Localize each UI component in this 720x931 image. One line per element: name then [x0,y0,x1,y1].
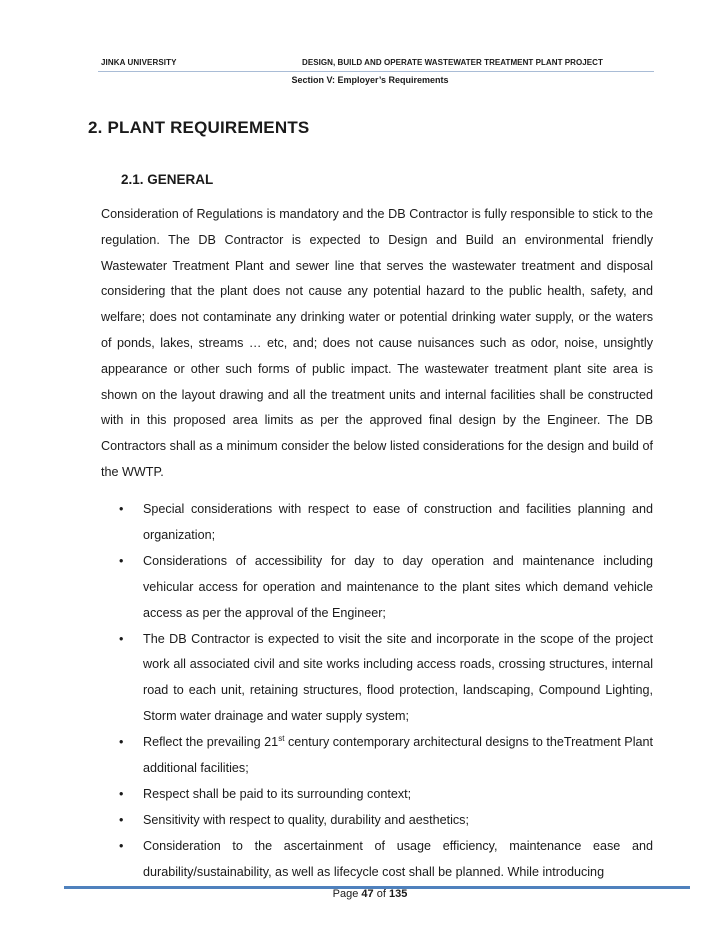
bullet-icon: • [119,838,124,853]
header-section-title: Section V: Employer’s Requirements [291,75,449,85]
list-item [101,497,653,549]
body-paragraph: Consideration of Regulations is mandatory and the DB Contractor is fully responsible to stick to the regulation. The DB Contractor is expected to Design and Build an environmental friendly Wastewater Treatment Plant and sewer line that serves the wastewater treatment and disposal considering that the plant does not cause any potential hazard to the public health, safety, and welfare; does not contaminate any drinking water or potential drinking water supply, or the waters of ponds, lakes, streams … etc, and; does not cause nuisances such as odor, noise, unsightly appearance or other such forms of public impact. The wastewater treatment plant site area is shown on the layout drawing and all the treatment units and internal facilities shall be constructed with in this proposed area limits as per the approved final design by the Engineer. The DB Contractors shall as a minimum consider the below listed considerations for the design and build of the WWTP. [101,207,653,479]
page-label: Page [332,888,359,900]
of-label: of [376,888,386,900]
list-item [101,627,653,731]
header-institution: JINKA UNIVERSITY [101,58,177,67]
list-item-text-end: century contemporary architectural designs to theTreatment Plant additional facilities; [143,735,653,776]
list-item [101,808,653,834]
list-item-text: Considerations of accessibility for day to day operation and maintenance including vehicular access for operation and maintenance to the plant sites which demand vehicle access as per the approval of the Engineer; [143,553,653,620]
header-divider [98,71,654,72]
bullet-icon: • [119,735,124,750]
section-heading: 2. PLANT REQUIREMENTS [88,118,310,137]
list-item [101,730,653,782]
list-item [101,782,653,808]
bullet-icon: • [119,812,124,827]
page-footer [0,888,720,900]
bullet-icon: • [119,502,124,516]
header-project-title: DESIGN, BUILD AND OPERATE WASTEWATER TREATMENT PLANT PROJECT [302,58,603,67]
subsection-heading: 2.1. GENERAL [121,172,214,187]
list-item [101,834,653,886]
list-item-text [143,735,653,775]
list-item-text-start: Reflect the prevailing 21 [143,735,279,750]
ordinal-suffix: st [278,733,285,743]
list-item-text: The DB Contractor is expected to visit the site and incorporate in the scope of the project work all associated civil and site works including access roads, crossing structures, internal road to each unit, retaining structures, flood protection, landscaping, Compound Lighting, Storm water drainage and water supply system; [143,631,653,724]
list-item-text: Respect shall be paid to its surrounding context; [143,786,412,801]
bullet-icon: • [119,631,124,646]
list-item [101,549,653,627]
list-item-text: Special considerations with respect to ease of construction and facilities planning and organization; [143,502,653,542]
list-item-text: Consideration to the ascertainment of usage efficiency, maintenance ease and durability/sustainability, as well as lifecycle cost shall be planned. While introducing [143,838,653,879]
bullet-icon: • [119,786,124,801]
total-pages: 135 [388,888,408,900]
bullet-icon: • [119,553,124,568]
considerations-list [101,497,653,886]
list-item-text: Sensitivity with respect to quality, durability and aesthetics; [143,812,469,827]
page-number: 47 [361,888,374,900]
